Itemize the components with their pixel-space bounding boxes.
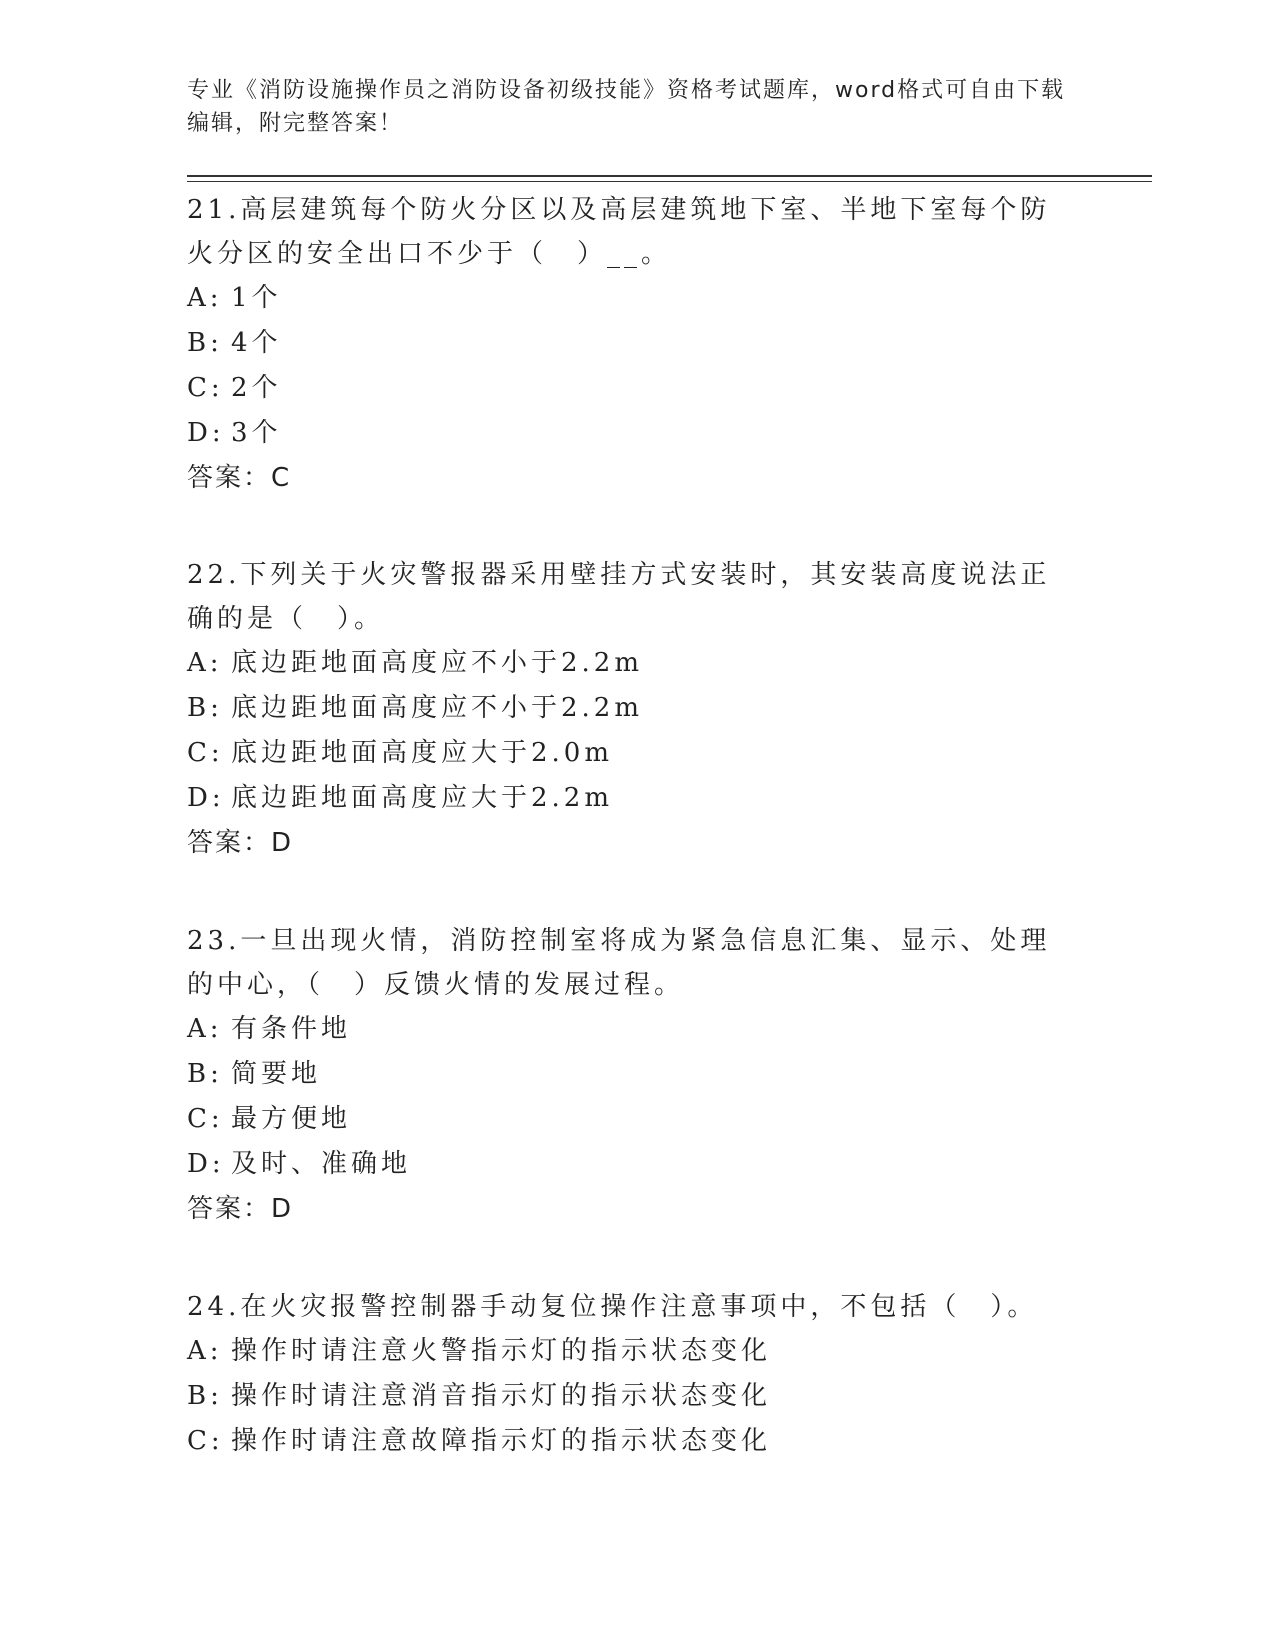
option-key: B:	[187, 1059, 223, 1089]
option-key: A:	[187, 648, 223, 678]
option-c	[187, 366, 1087, 411]
option-key: B:	[187, 328, 223, 358]
option-key: C:	[187, 373, 224, 403]
option-b	[187, 686, 1087, 731]
question-stem: 21.高层建筑每个防火分区以及高层建筑地下室、半地下室每个防火分区的安全出口不少于（ ）__。	[187, 195, 1051, 269]
option-b	[187, 321, 1087, 366]
option-key: A:	[187, 283, 223, 313]
option-key: C:	[187, 738, 224, 768]
option-text: 简要地	[231, 1059, 322, 1089]
question-stem: 24.在火灾报警控制器手动复位操作注意事项中，不包括（ ）。	[187, 1292, 1038, 1322]
option-text: 最方便地	[231, 1104, 352, 1134]
option-b	[187, 1374, 1087, 1419]
option-d	[187, 1142, 1087, 1187]
option-text: 2个	[231, 373, 282, 403]
header-divider-thick	[187, 175, 1152, 177]
option-text: 底边距地面高度应不小于2.2m	[231, 693, 644, 723]
option-text: 操作时请注意故障指示灯的指示状态变化	[231, 1426, 772, 1456]
option-text: 底边距地面高度应大于2.0m	[231, 738, 614, 768]
option-text: 操作时请注意消音指示灯的指示状态变化	[231, 1381, 772, 1411]
option-a	[187, 1007, 1087, 1052]
option-c	[187, 731, 1087, 776]
option-a	[187, 641, 1087, 686]
option-key: B:	[187, 693, 223, 723]
option-a	[187, 1329, 1087, 1374]
answer-line: 答案：D	[187, 1194, 294, 1224]
option-key: B:	[187, 1381, 223, 1411]
option-text: 及时、准确地	[231, 1149, 412, 1179]
document-header: 专业《消防设施操作员之消防设备初级技能》资格考试题库，word格式可自由下载编辑，附完整答案！	[187, 78, 1066, 136]
option-text: 底边距地面高度应不小于2.2m	[231, 648, 644, 678]
answer-line: 答案：D	[187, 828, 294, 858]
option-key: D:	[187, 1149, 225, 1179]
header-divider-thin	[187, 181, 1152, 182]
option-text: 操作时请注意火警指示灯的指示状态变化	[231, 1336, 772, 1366]
option-d	[187, 776, 1087, 821]
question-21	[187, 188, 1087, 501]
option-text: 1个	[231, 283, 282, 313]
option-key: D:	[187, 418, 225, 448]
question-23	[187, 919, 1087, 1232]
option-text: 底边距地面高度应大于2.2m	[231, 783, 614, 813]
question-24	[187, 1285, 1087, 1464]
option-text: 有条件地	[231, 1014, 352, 1044]
question-stem: 22.下列关于火灾警报器采用壁挂方式安装时，其安装高度说法正确的是（ ）。	[187, 560, 1051, 634]
option-a	[187, 276, 1087, 321]
question-stem: 23.一旦出现火情，消防控制室将成为紧急信息汇集、显示、处理的中心，（ ）反馈火情的发展过程。	[187, 926, 1051, 1000]
option-key: C:	[187, 1104, 224, 1134]
option-text: 3个	[231, 418, 282, 448]
option-c	[187, 1097, 1087, 1142]
option-key: C:	[187, 1426, 224, 1456]
option-text: 4个	[231, 328, 282, 358]
option-d	[187, 411, 1087, 456]
option-key: A:	[187, 1336, 223, 1366]
question-22	[187, 553, 1087, 866]
option-b	[187, 1052, 1087, 1097]
option-c	[187, 1419, 1087, 1464]
option-key: D:	[187, 783, 225, 813]
answer-line: 答案：C	[187, 463, 292, 493]
option-key: A:	[187, 1014, 223, 1044]
